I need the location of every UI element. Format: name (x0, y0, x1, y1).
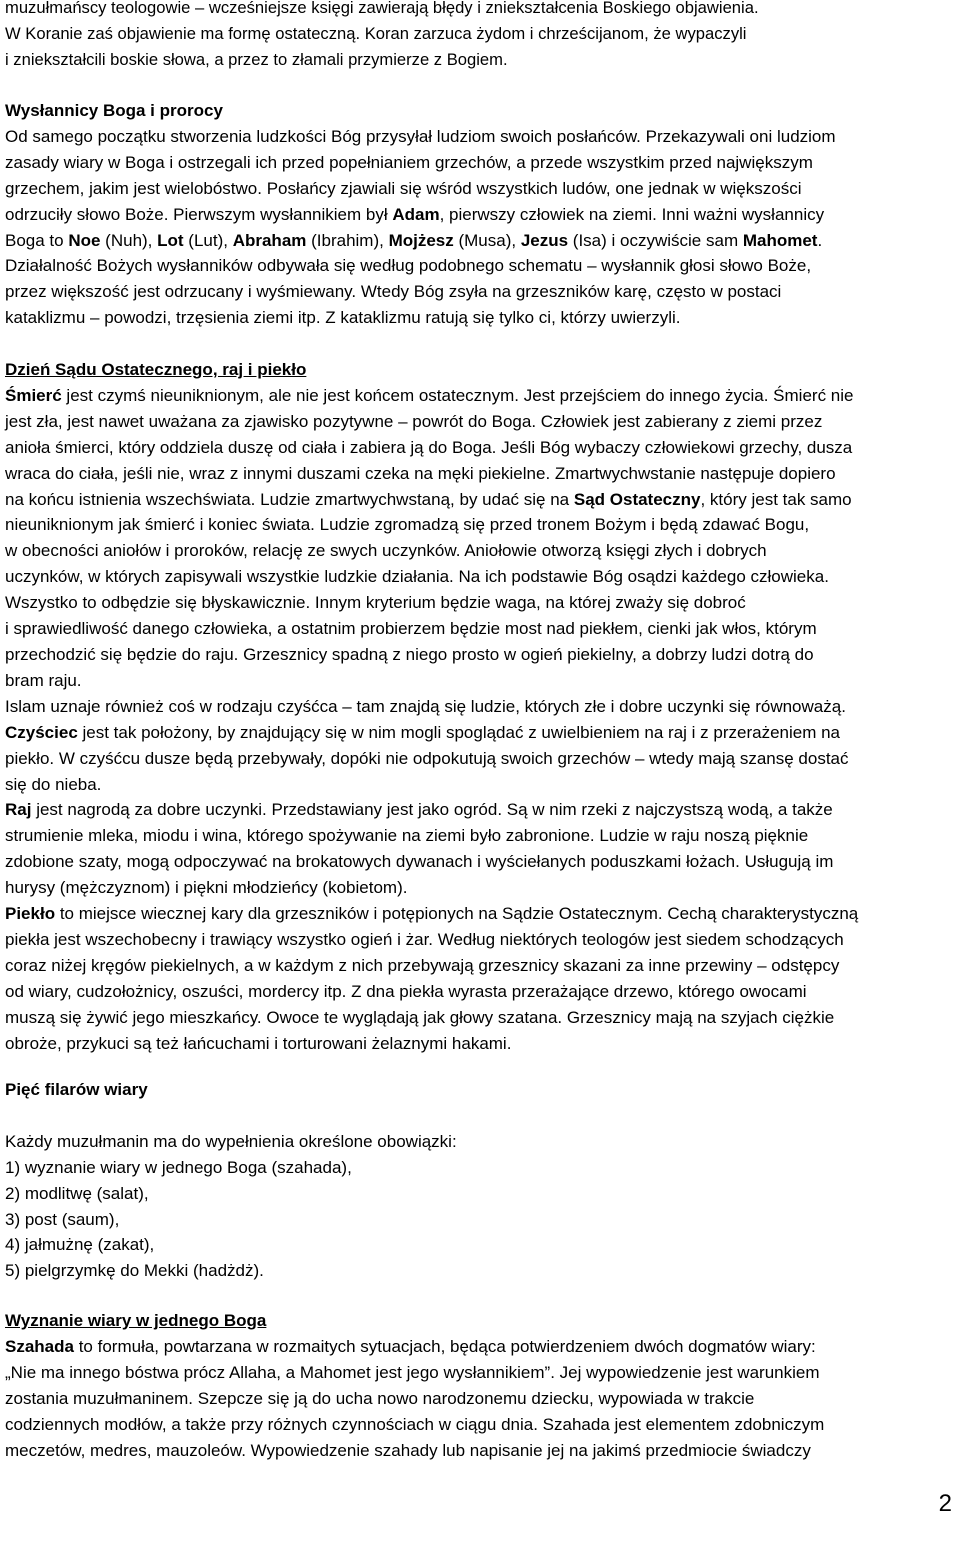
paragraph-line (5, 383, 858, 409)
bold-term: Mahomet (742, 230, 818, 250)
text-run: (Ibrahim), (306, 230, 389, 250)
paragraph-line: jest zła, jest nawet uważana za zjawisko pozytywne – powrót do Boga. Człowiek jest zabierany z ziemi przez (5, 411, 823, 431)
paragraph-line: nieuniknionym jak śmierć i koniec świata. Ludzie zgromadzą się przed tronem Bożym i będą zdawać Bogu, (5, 515, 810, 535)
paragraph-line: anioła śmierci, który oddziela duszę od ciała i zabiera ją do Boga. Jeśli Bóg wybaczy człowiekowi grzechy, dusza (5, 437, 853, 457)
paragraph-line: przechodzić się będzie do raju. Grzesznicy spadną z niego prosto w ogień piekielny, a dobrzy ludzi dotrą do (5, 644, 814, 664)
paragraph-line: w obecności aniołów i proroków, relację ze swych uczynków. Aniołowie otworzą księgi złych i dobrych (5, 541, 767, 561)
paragraph-line: Każdy muzułmanin ma do wypełnienia określone obowiązki: (5, 1131, 457, 1151)
spacer (5, 1103, 457, 1129)
paragraph-line: zostania muzułmaninem. Szepcze się ją do ucha nowo narodzonemu dziecku, wypowiada w trakcie (5, 1388, 755, 1408)
paragraph-line: Islam uznaje również coś w rodzaju czyśćca – tam znajdą się ludzie, których złe i dobre uczynki się równoważą. (5, 696, 846, 716)
text-run: jest nagrodą za dobre uczynki. Przedstawiany jest jako ogród. Są w nim rzeki z najczystszą wodą, a także (31, 800, 833, 820)
intro-paragraph (5, 0, 759, 73)
list-item: 2) modlitwę (salat), (5, 1183, 149, 1203)
text-run: , pierwszy człowiek na ziemi. Inni ważni wysłannicy (439, 204, 825, 224)
text-run: Boga to (5, 230, 69, 250)
text-run: to formuła, powtarzana w rozmaitych sytuacjach, będąca potwierdzeniem dwóch dogmatów wiary: (73, 1336, 816, 1356)
section-judgement-day (5, 357, 858, 1056)
text-run: to miejsce wiecznej kary dla grzeszników i potępionych na Sądzie Ostatecznym. Cechą charakterystyczną (55, 904, 859, 924)
section-heading: Wyznanie wiary w jednego Boga (5, 1311, 267, 1330)
paragraph-line: się do nieba. (5, 774, 102, 794)
intro-line: i zniekształcili boskie słowa, a przez to złamali przymierze z Bogiem. (5, 49, 508, 69)
text-run: . (817, 230, 823, 250)
list-item: 5) pielgrzymkę do Mekki (hadżdż). (5, 1261, 264, 1281)
paragraph-line: grzechem, jakim jest wielobóstwo. Posłańcy zjawiali się wśród wszystkich ludów, one jednak w większości (5, 178, 802, 198)
paragraph-line: zdobione szaty, mogą odpoczywać na brokatowych dywanach i wyściełanych poduszkami łożach. Usługują im (5, 852, 834, 872)
bold-term: Adam (392, 204, 440, 224)
paragraph-line: przez większość jest odrzucany i wyśmiewany. Wtedy Bóg zsyła na grzeszników karę, często w postaci (5, 282, 782, 302)
text-run: jest czymś nieuniknionym, ale nie jest końcem ostatecznym. Jest przejściem do innego życia. Śmierć nie (61, 385, 854, 405)
bold-term: Raj (5, 800, 32, 820)
section-heading: Wysłannicy Boga i prorocy (5, 101, 223, 120)
paragraph-line: muszą się żywić jego mieszkańcy. Owoce te wyglądają jak głowy szatana. Grzesznicy mają na szyjach ciężkie (5, 1007, 835, 1027)
paragraph-line: od wiary, cudzołożnicy, oszuści, mordercy itp. Z dna piekła wyrasta przerażające drzewo, którego owocami (5, 981, 807, 1001)
section-heading: Dzień Sądu Ostatecznego, raj i piekło (5, 360, 307, 379)
bold-term: Abraham (232, 230, 307, 250)
paragraph-line (5, 901, 858, 927)
paragraph-line: Działalność Bożych wysłanników odbywała się według podobnego schematu – wysłannik głosi słowo Boże, (5, 256, 812, 276)
text-run: odrzuciły słowo Boże. Pierwszym wysłannikiem był (5, 204, 393, 224)
bold-term: Jezus (520, 230, 569, 250)
bold-term: Sąd Ostateczny (573, 489, 701, 509)
paragraph-line (5, 202, 836, 228)
section-heading: Pięć filarów wiary (5, 1080, 148, 1099)
paragraph-line: Wszystko to odbędzie się błyskawicznie. Innym kryterium będzie waga, na której zważy się dobroć (5, 593, 746, 613)
paragraph-line (5, 797, 858, 823)
bold-term: Piekło (5, 904, 56, 924)
list-item: 4) jałmużnę (zakat), (5, 1235, 155, 1255)
intro-line: W Koranie zaś objawienie ma formę ostateczną. Koran zarzuca żydom i chrześcijanom, że wypaczyli (5, 23, 747, 43)
text-run: (Nuh), (100, 230, 158, 250)
text-run: , który jest tak samo (700, 489, 852, 509)
paragraph-line: wraca do ciała, jeśli nie, wraz z innymi duszami czeka na męki piekielne. Zmartwychwstanie następuje dopiero (5, 463, 836, 483)
paragraph-line: hurysy (mężczyznom) i piękni młodzieńcy (kobietom). (5, 878, 408, 898)
paragraph-line (5, 487, 858, 513)
paragraph-line: Od samego początku stworzenia ludzkości Bóg przysyłał ludziom swoich posłańców. Przekazywali oni ludziom (5, 126, 836, 146)
bold-term: Noe (68, 230, 101, 250)
paragraph-line: i sprawiedliwość danego człowieka, a ostatnim probierzem będzie most nad piekłem, cienki jak włos, którym (5, 619, 817, 639)
bold-term: Śmierć (5, 385, 62, 405)
paragraph-line: piekło. W czyśćcu dusze będą przebywały, dopóki nie odpokutują swoich grzechów – wtedy mają szansę dostać (5, 748, 849, 768)
list-item: 3) post (saum), (5, 1209, 120, 1229)
paragraph-line: kataklizmu – powodzi, trzęsienia ziemi itp. Z kataklizmu ratują się tylko ci, którzy uwierzyli. (5, 308, 681, 328)
paragraph-line (5, 228, 836, 254)
paragraph-line: codziennych modłów, a także przy różnych czynnościach w ciągu dnia. Szahada jest elementem zdobniczym (5, 1414, 825, 1434)
paragraph-line: zasady wiary w Boga i ostrzegali ich przed popełnianiem grzechów, a przede wszystkim przed największym (5, 152, 813, 172)
bold-term: Mojżesz (388, 230, 454, 250)
text-run: na końcu istnienia wszechświata. Ludzie zmartwychwstaną, by udać się na (5, 489, 574, 509)
intro-line: muzułmańscy teologowie – wcześniejsze księgi zawierają błędy i zniekształcenia Boskiego objawienia. (5, 0, 759, 17)
paragraph-line: strumienie mleka, miodu i wina, którego spożywanie na ziemi było zabronione. Ludzie w raju noszą pięknie (5, 826, 809, 846)
bold-term: Szahada (5, 1336, 74, 1356)
text-run: jest tak położony, by znajdujący się w nim mogli spoglądać z uwielbieniem na raj i z przerażeniem na (77, 722, 841, 742)
section-five-pillars (5, 1077, 457, 1284)
text-run: (Isa) i oczywiście sam (568, 230, 743, 250)
paragraph-line: piekła jest wszechobecny i trawiący wszystko ogień i żar. Według niektórych teologów jest siedem schodzących (5, 929, 844, 949)
section-messengers (5, 98, 836, 331)
paragraph-line (5, 1334, 824, 1360)
bold-term: Lot (157, 230, 184, 250)
paragraph-line (5, 720, 858, 746)
text-run: (Lut), (183, 230, 233, 250)
section-shahada (5, 1308, 824, 1463)
page-number: 2 (938, 1490, 952, 1517)
paragraph-line: uczynków, w których zapisywali wszystkie ludzkie działania. Na ich podstawie Bóg osądzi każdego człowieka. (5, 567, 829, 587)
paragraph-line: meczetów, medres, mauzoleów. Wypowiedzenie szahady lub napisanie jej na jakimś przedmiocie świadczy (5, 1440, 811, 1460)
text-run: (Musa), (453, 230, 521, 250)
bold-term: Czyściec (5, 722, 78, 742)
paragraph-line: bram raju. (5, 670, 82, 690)
paragraph-line: obroże, przykuci są też łańcuchami i torturowani żelaznymi hakami. (5, 1033, 512, 1053)
paragraph-line: coraz niżej kręgów piekielnych, a w każdym z nich przebywają grzesznicy skazani za inne przewiny – odstępcy (5, 955, 840, 975)
list-item: 1) wyznanie wiary w jednego Boga (szahada), (5, 1157, 352, 1177)
paragraph-line: „Nie ma innego bóstwa prócz Allaha, a Mahomet jest jego wysłannikiem”. Jej wypowiedzenie jest warunkiem (5, 1362, 820, 1382)
